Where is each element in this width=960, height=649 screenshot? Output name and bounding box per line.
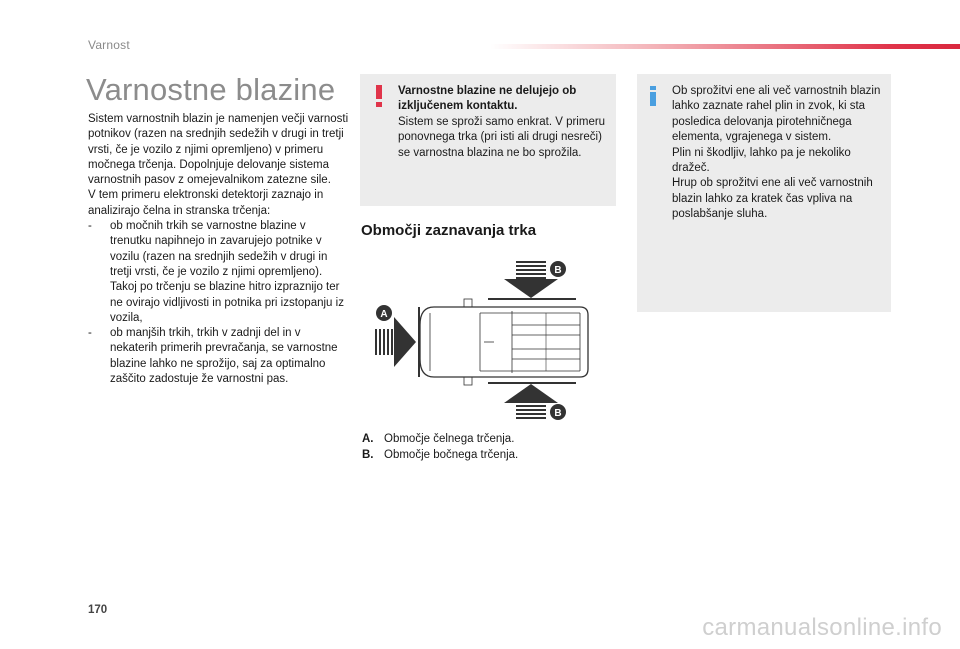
header-accent-bar [490,44,960,49]
info-i-icon [648,86,658,106]
detection-paragraph: V tem primeru elektronski detektorji zaznajo in analizirajo čelna in stranska trčenja: [88,189,324,217]
legend-key: A. [362,433,374,445]
warning-heading: Varnostne blazine ne delujejo ob izključenem kontaktu. [398,85,577,113]
warning-body: Sistem se sproži samo enkrat. V primeru ponovnega trka (pri isti ali drugi nesreči) se varnostna blazina ne bo sprožila. [398,115,606,159]
list-dash: - [88,220,92,233]
page-number: 170 [88,604,108,616]
intro-column [88,112,350,387]
warning-exclamation-icon [373,85,385,107]
zone-badge-a-label: A [380,309,388,320]
intro-paragraph: Sistem varnostnih blazin je namenjen večji varnosti potnikov (razen na srednjih sedežih v drugi in tretji vrsti, če je vozilo z njimi opremljeno) v primeru močnega trčenja. Dopolnjuje delovanje sistema varnostnih pasov z omejevalnikom zatezne sile. [88,113,349,187]
crash-zones-diagram [370,255,600,425]
van-top-view [420,299,588,385]
zones-legend [362,431,518,463]
legend-row [362,431,518,447]
info-paragraph-3: Hrup ob sprožitvi ene ali več varnostnih blazin lahko za kratek čas vpliva na poslabšanje sluha. [672,177,873,221]
legend-key: B. [362,449,374,461]
side-arrow-top-icon [504,261,558,298]
zone-badge-b-bottom-label: B [554,408,562,419]
list-item-text: ob manjših trkih, trkih v zadnji del in v nekaterih primerih prevračanja, se varnostne blazine lahko ne sprožijo, saj za optimalno zaščito zadostuje že varnostni pas. [110,327,338,386]
side-arrow-bottom-icon [504,384,558,419]
page-title: Varnostne blazine [86,72,336,107]
front-arrow-icon [375,317,416,367]
legend-row [362,447,518,463]
list-item [88,219,350,326]
zone-badge-a [376,305,392,321]
behaviour-list [88,219,350,387]
zones-title: Območji zaznavanja trka [361,222,537,239]
info-paragraph-1: Ob sprožitvi ene ali več varnostnih blazin lahko zaznate rahel plin in zvok, ki sta posledica delovanja pirotehničnega elementa, vgrajenega v sistem. [672,85,881,144]
info-text [672,84,888,223]
watermark: carmanualsonline.info [702,614,942,641]
list-dash: - [88,327,92,340]
legend-text: Območje čelnega trčenja. [384,433,515,445]
list-item-text: ob močnih trkih se varnostne blazine v trenutku napihnejo in zavarujejo potnike v vozilu (razen na srednjih sedežih v drugi in tretji vrsti, če je vozilo z njimi opremljeno). Takoj po trčenju se blazine hitro izpraznijo ter ne ovirajo vidljivosti in potnika pri izstopanju iz vozila, [110,220,344,324]
zone-badge-b-bottom [550,404,566,420]
legend-text: Območje bočnega trčenja. [384,449,519,461]
info-paragraph-2: Plin ni škodljiv, lahko pa je nekoliko dražeč. [672,146,851,175]
zone-badge-b-top [550,261,566,277]
list-item [88,326,350,387]
warning-text [398,84,612,161]
zone-badge-b-top-label: B [554,265,562,276]
section-label: Varnost [88,38,130,52]
